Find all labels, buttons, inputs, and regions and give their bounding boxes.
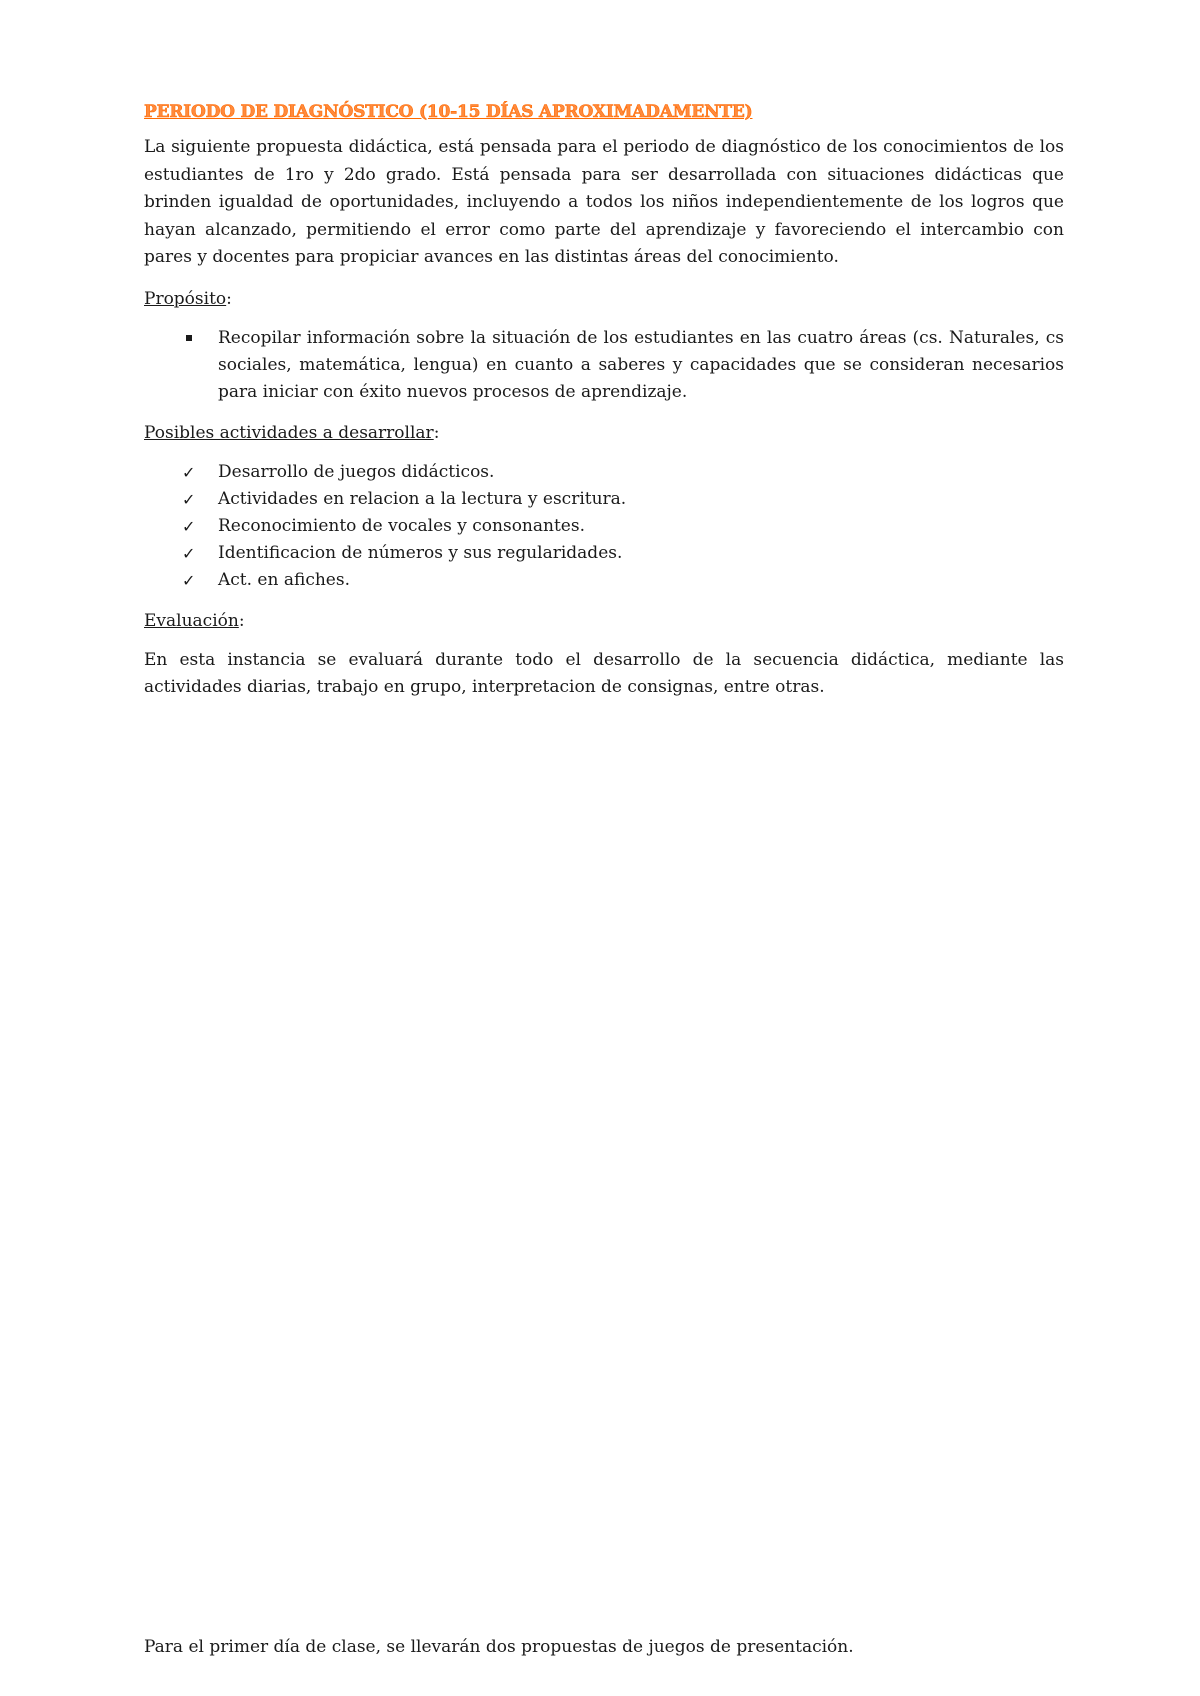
document-title: PERIODO DE DIAGNÓSTICO (10-15 DÍAS APROXIMADAMENTE) [144, 102, 753, 122]
activity-item-text: Desarrollo de juegos didácticos. [218, 461, 495, 482]
activity-item-text: Reconocimiento de vocales y consonantes. [218, 515, 585, 536]
checkmark-icon: ✓ [182, 543, 196, 563]
activities-list [144, 459, 1064, 594]
evaluation-paragraph: En esta instancia se evaluará durante todo el desarrollo de la secuencia didáctica, mediante las actividades diarias, trabajo en grupo, interpretacion de consignas, entre otras. [144, 649, 1064, 697]
purpose-heading [144, 286, 1064, 313]
activity-item-text: Actividades en relacion a la lectura y escritura. [218, 488, 627, 509]
activities-heading [144, 420, 1064, 447]
list-item [144, 325, 1064, 406]
activity-item-text: Identificacion de números y sus regularidades. [218, 542, 623, 563]
activity-item-text: Act. en afiches. [218, 569, 350, 590]
purpose-heading-colon: : [226, 288, 232, 309]
list-item [144, 513, 1064, 540]
footer-note: Para el primer día de clase, se llevarán dos propuestas de juegos de presentación. [144, 1637, 854, 1657]
activities-heading-label: Posibles actividades a desarrollar [144, 422, 434, 443]
evaluation-heading [144, 608, 1064, 635]
evaluation-heading-label: Evaluación [144, 610, 239, 631]
square-bullet-icon [186, 335, 192, 341]
purpose-heading-label: Propósito [144, 288, 227, 309]
purpose-item-text: Recopilar información sobre la situación de los estudiantes en las cuatro áreas (cs. Naturales, cs sociales, matemática, lengua) en cuanto a saberes y capacidades que se consideran necesarios para iniciar con éxito nuevos procesos de aprendizaje. [218, 327, 1064, 402]
activities-heading-colon: : [433, 422, 440, 443]
list-item [144, 540, 1064, 567]
list-item [144, 459, 1064, 486]
checkmark-icon: ✓ [182, 516, 196, 536]
checkmark-icon: ✓ [182, 570, 196, 590]
document-page [144, 100, 1064, 716]
list-item [144, 486, 1064, 513]
checkmark-icon: ✓ [182, 462, 196, 482]
intro-paragraph: La siguiente propuesta didáctica, está pensada para el periodo de diagnóstico de los conocimientos de los estudiantes de 1ro y 2do grado. Está pensada para ser desarrollada con situaciones didácticas que brinden igualdad de oportunidades, incluyendo a todos los niños independientemente de los logros que hayan alcanzado, permitiendo el error como parte del aprendizaje y favoreciendo el intercambio con pares y docentes para propiciar avances en las distintas áreas del conocimiento. [144, 137, 1064, 267]
checkmark-icon: ✓ [182, 489, 196, 509]
list-item [144, 567, 1064, 594]
evaluation-heading-colon: : [238, 610, 245, 631]
purpose-list [144, 325, 1064, 406]
